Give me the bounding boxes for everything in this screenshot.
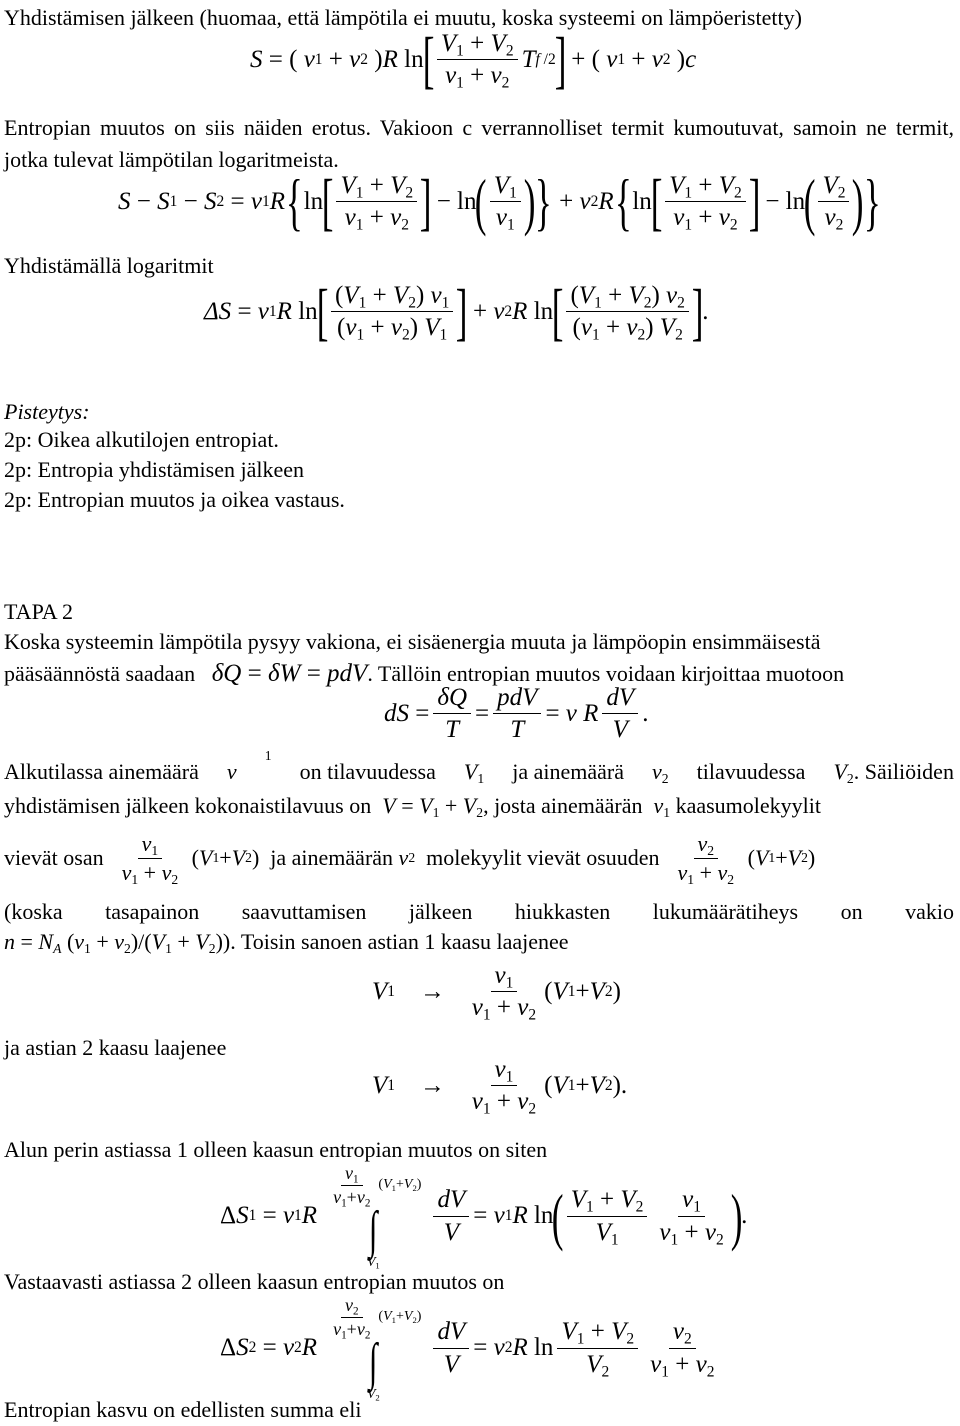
text-line: yhdistämisen jälkeen kokonaistilavuus on $V = V_1 + V_2$, josta ainemäärän $\nu_1$ kaasumolekyylit [4,793,821,821]
equation-delta-s2: Δ S 2 = ν 2 R $\frac{\nu_2}{\nu_1+\nu_2}$ $(V_1+V_2)$ ∫ $V_2$ $\frac{dV}{V}$ = ν 2 R ln $\frac{V_1 + V_2}{V_2}$ $\frac{\nu_2}{\nu_1 + \nu_2}$ [220,1295,715,1403]
section-heading: TAPA 2 [4,599,73,624]
text-fragment: tilavuudessa [696,759,806,784]
text-fragment: molekyylit vievät osuuden [426,845,660,871]
text-line: Vastaavasti astiassa 2 olleen kaasun entropian muutos on [4,1269,505,1294]
text-line: ja astian 2 kaasu laajenee [4,1035,227,1060]
text-line: Yhdistämällä logaritmit [4,253,214,278]
equation-expansion-2: V 1 → $\frac{\nu_1}{\nu_1 + \nu_2}$ ( V 1 + V 2 ). [372,1056,628,1118]
text-fragment: Alkutilassa ainemäärä [4,759,199,784]
text-fragment: , josta ainemäärän [483,793,643,818]
text-line: $n = N_A$ $(\nu_1 + \nu_2)/(V_1 + V_2)$). Toisin sanoen astian 1 kaasu laajenee [4,929,569,957]
text-fragment: kaasumolekyylit [675,793,821,818]
equation-delta-s: ΔS = ν 1 R ln [ $\frac{(V_1 + V_2) \nu_1}{(\nu_1 + \nu_2) V_1}$ ] + ν 2 R ln [ $\frac{(V_1 + V_2) \nu_2}{(\nu_1 + \nu_2) V_2}$ ] . [204,276,709,348]
equation-entropy-difference: S − S 1 − S 2 = ν 1 R { ln [ $\frac{V_1 + V_2}{\nu_1 + \nu_2}$ ] − ln ( $\frac{V_1}{\nu_1}$ ) } + ν 2 R { ln [ $\frac{V_1 + V_2}{\nu_1 + \nu_2}$ ] − ln ( $\frac{V_2}{\nu_2}$ ) } [118,166,881,238]
scoring-heading: Pisteytys: [4,399,90,424]
text-fragment: ja ainemäärä [512,759,624,784]
text-line: Alun perin astiassa 1 olleen kaasun entropian muutos on siten [4,1137,548,1162]
text-fragment: yhdistämisen jälkeen kokonaistilavuus on [4,793,372,818]
equation-delta-s1: Δ S 1 = ν 1 R $\frac{\nu_1}{\nu_1+\nu_2}$ $(V_1+V_2)$ ∫ $V_1$ $\frac{dV}{V}$ = ν 1 R ln ( $\frac{V_1 + V_2}{V_1}$ $\frac{\nu_1}{\nu_1 + \nu_2}$ ) . [220,1163,748,1271]
scoring-item: 2p: Oikea alkutilojen entropiat. [4,427,279,452]
text-fragment: on tilavuudessa [299,759,436,784]
equation-ds: dS = $\frac{\delta Q}{T}$ = $\frac{\text{pdV}}{T}$ = ν R $\frac{dV}{V}$ . [384,684,649,744]
text-fragment: ). Toisin sanoen astian 1 kaasu laajenee [222,929,569,954]
text-fragment: . Tällöin entropian muutos voidaan kirjoittaa muotoon [367,661,845,686]
text-line: vievät osan $\frac{\nu_1}{\nu_1 + \nu_2}$ ( V 1 + V 2 ) ja ainemäärän ν 2 molekyylit vievät osuuden $\frac{\nu_2}{\nu_1 + \nu_2}$ ( V 1 + V 2 ) [4,831,816,887]
text-line: (koska tasapainon saavuttamisen jälkeen hiukkasten lukumäärätiheys on vakio [4,899,954,924]
text-fragment: pääsäännöstä saadaan [4,661,196,686]
text-line: pääsäännöstä saadaan δQ = δW = pdV. Tällöin entropian muutos voidaan kirjoittaa muotoon [4,660,845,687]
scoring-item: 2p: Entropian muutos ja oikea vastaus. [4,487,345,512]
text-fragment: . Säiliöiden [853,759,954,784]
text-line: Koska systeemin lämpötila pysyy vakiona, ei sisäenergia muuta ja lämpöopin ensimmäisestä [4,629,821,654]
scoring-item: 2p: Entropia yhdistämisen jälkeen [4,457,304,482]
text-fragment: ja ainemäärän [270,845,394,871]
equation-expansion-1: V 1 → $\frac{\nu_1}{\nu_1 + \nu_2}$ ( V 1 + V 2 ) [372,962,621,1024]
equation-entropy-after: S = ( ν 1 + ν 2 ) R ln [ $\frac{V_1 + V_2}{\nu_1 + \nu_2}$ T f /2 ] + ( ν 1 + ν 2 ) c [250,24,697,96]
text-line: Yhdistämisen jälkeen (huomaa, että lämpötila ei muutu, koska systeemi on lämpöeristetty) [4,5,802,30]
text-paragraph: Entropian muutos on siis näiden erotus. Vakioon c verrannolliset termit kumoutuvat, samoin ne termit, jotka tulevat lämpötilan logaritmeista. [4,115,954,172]
text-line: Alkutilassa ainemäärä ν 1 on tilavuudessa $V_1$ ja ainemäärä $\nu_2$ tilavuudessa $V_2$. Säiliöiden [4,748,954,787]
text-fragment: vievät osan [4,845,104,871]
text-line: Entropian kasvu on edellisten summa eli [4,1397,362,1422]
